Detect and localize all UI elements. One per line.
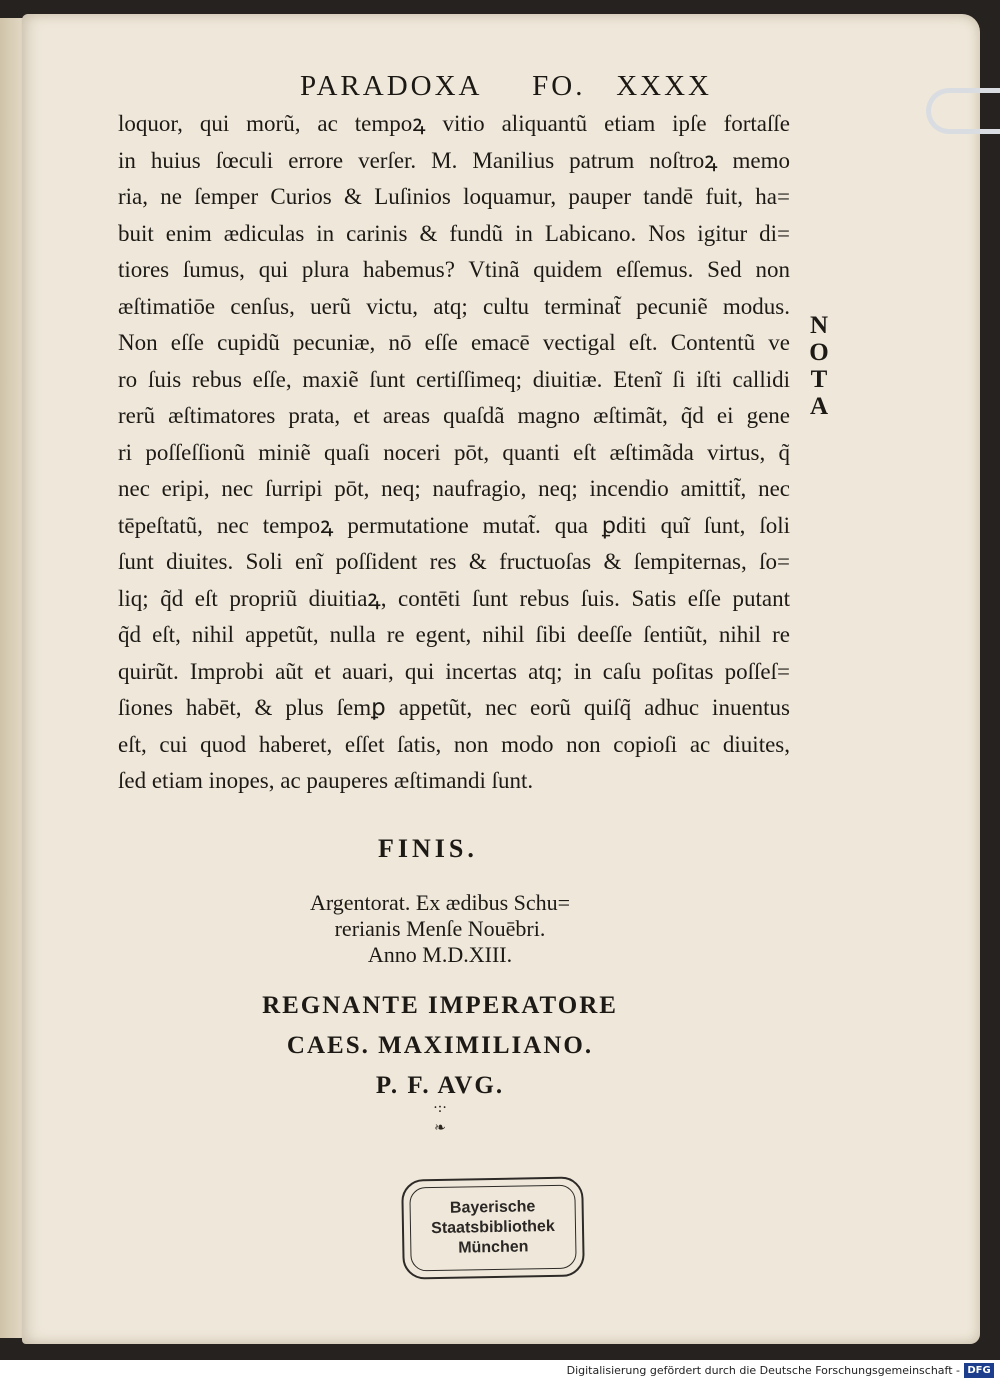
text-line: tēpeſtatũ, nec tempoꝝ permutatione mutat̃. qua ꝑditi quĩ ſunt, ſoli — [118, 512, 790, 538]
library-stamp — [401, 1176, 585, 1279]
stamp-line: München — [458, 1238, 529, 1257]
imprint-dedication — [220, 986, 660, 1106]
text-line: ria, ne ſemper Curios & Luſinios loquamur, pauper tandē fuit, ha= — [118, 184, 790, 209]
margin-note-letter: O — [809, 339, 829, 366]
footer-credit: Digitalisierung gefördert durch die Deutsche Forschungsgemeinschaft - — [566, 1364, 960, 1377]
colophon-line: Anno M.D.XIII. — [367, 942, 513, 967]
text-line: loquor, qui morũ, ac tempoꝝ vitio aliquantũ etiam ipſe fortaſſe — [118, 111, 790, 136]
imprint-line: REGNANTE IMPERATORE — [262, 992, 618, 1019]
text-line: buit enim ædiculas in carinis & fundũ in Labicano. Nos igitur di= — [118, 220, 790, 246]
colophon — [270, 890, 610, 968]
stamp-border — [409, 1185, 576, 1272]
text-line: q̃d eſt, nihil appetũt, nulla re egent, nihil ſibi deeſſe ſentiũt, nihil re — [118, 622, 790, 647]
dfg-logo-icon[interactable]: DFG — [964, 1363, 994, 1378]
text-line: æſtimatiōe cenſus, uerũ victu, atq; cultu terminat̃ pecuniẽ modus. — [118, 293, 790, 319]
text-line: ri poſſeſſionũ miniẽ quaſi noceri pōt, quanti eſt æſtimãda virtus, q̃ — [118, 439, 790, 465]
margin-note-nota — [804, 312, 834, 420]
margin-note-letter: T — [810, 366, 828, 393]
paper-clip — [926, 88, 1000, 134]
text-line: nec eripi, nec ſurripi pōt, neq; naufragio, neq; incendio amittit̃, nec — [118, 476, 790, 501]
text-line: Non eſſe cupidũ pecuniæ, nō eſſe emacē vectigal eſt. Contentũ ve — [118, 330, 790, 355]
text-line: ſiones habēt, & plus ſemꝑ appetũt, nec eorũ quiſq̃ adhuc inuentus — [118, 695, 790, 720]
ornament-icon: ·:· ❧ — [433, 1100, 447, 1136]
body-text — [118, 106, 790, 800]
text-line: ſunt diuites. Soli enĩ poſſident res & fructuoſas & ſempiternas, ſo= — [118, 549, 790, 574]
imprint-line: P. F. AVG. — [375, 1072, 505, 1099]
stamp-line: Staatsbibliothek — [431, 1217, 555, 1238]
margin-note-letter: N — [809, 312, 829, 339]
margin-note-letter: A — [809, 393, 829, 420]
text-line: ſed etiam inopes, ac pauperes æſtimandi ſunt. — [118, 768, 534, 793]
text-line: rerũ æſtimatores prata, et areas quaſdã magno æſtimãt, q̃d ei gene — [118, 403, 790, 428]
text-line: tiores ſumus, qui plura habemus? Vtinã quidem eſſemus. Sed non — [118, 257, 790, 282]
imprint-line: CAES. MAXIMILIANO. — [286, 1032, 594, 1059]
colophon-line: rerianis Menſe Nouēbri. — [334, 916, 546, 941]
text-line: in huius ſœculi errore verſer. M. Manilius patrum noſtroꝝ memo — [118, 147, 790, 173]
running-head: PARADOXA FO. XXXX — [300, 70, 712, 102]
stamp-line: Bayerische — [449, 1198, 536, 1217]
text-line: eſt, cui quod haberet, eſſet ſatis, non modo non copioſi ac diuites, — [118, 731, 790, 757]
footer-bar — [0, 1360, 1000, 1383]
text-line: quirũt. Improbi aũt et auari, qui incertas atq; in caſu poſitas poſſeſ= — [118, 658, 790, 684]
text-line: ro ſuis rebus eſſe, maxiẽ ſunt certiſſimeq; diuitiæ. Etenĩ ſi iſti callidi — [118, 366, 790, 392]
text-line: liq; q̃d eſt propriũ diuitiaꝝ, contēti ſunt rebus ſuis. Satis eſſe putant — [118, 585, 790, 611]
finis-heading: FINIS. — [378, 834, 478, 863]
colophon-line: Argentorat. Ex ædibus Schu= — [309, 890, 571, 915]
